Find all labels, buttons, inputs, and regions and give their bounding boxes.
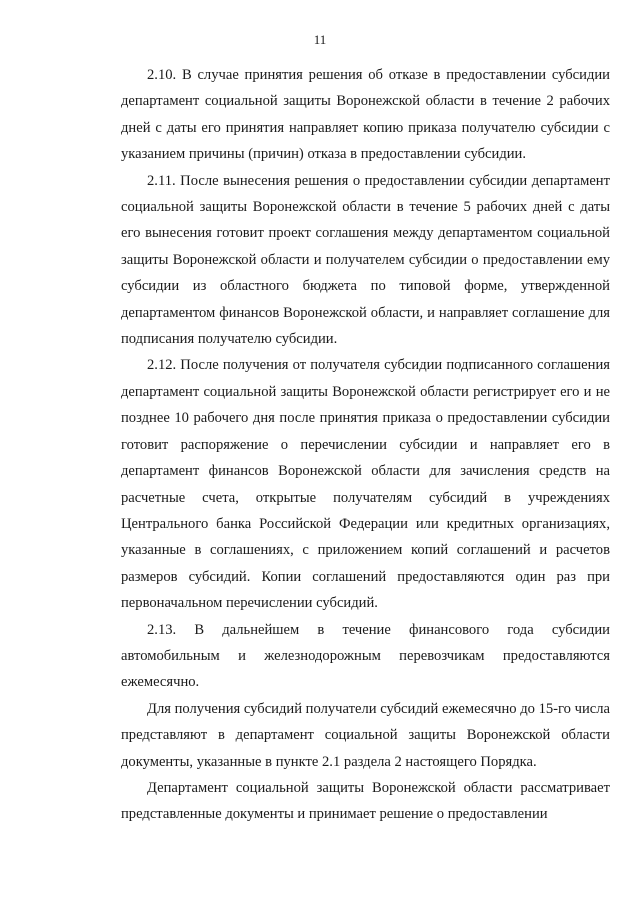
page-number: 11 (313, 32, 327, 47)
paragraph-2-11: 2.11. После вынесения решения о предоставлении субсидии департамент социальной защиты Воронежской области в течение 5 рабочих дней с даты его вынесения готовит проект соглашения между департаментом социальной защиты Воронежской области и получателем субсидии о предоставлении ему субсидии из областного бюджета по типовой форме, утвержденной департаментом финансов Воронежской области, и направляет соглашение для подписания получателю субсидии. (121, 172, 610, 348)
paragraph-2-13: 2.13. В дальнейшем в течение финансового года субсидии автомобильным и железнодорожным перевозчикам предоставляются ежемесячно. (121, 621, 610, 691)
paragraph-2-12: 2.12. После получения от получателя субсидии подписанного соглашения департамент социальной защиты Воронежской области регистрирует его и не позднее 10 рабочего дня после принятия приказа о предоставлении субсидии готовит распоряжение о перечислении субсидии и направляет его в департамент финансов Воронежской области для зачисления средств на расчетные счета, открытые получателям субсидий в учреждениях Центрального банка Российской Федерации или кредитных организациях, указанные в соглашениях, с приложением копий соглашений и расчетов размеров субсидий. Копии соглашений предоставляются один раз при первоначальном перечислении субсидий. (121, 357, 610, 612)
paragraph-review: Департамент социальной защиты Воронежской области рассматривает представленные документы и принимает решение о предоставлении (121, 779, 610, 823)
paragraph-submission: Для получения субсидий получатели субсидий ежемесячно до 15-го числа представляют в департамент социальной защиты Воронежской области документы, указанные в пункте 2.1 раздела 2 настоящего Порядка. (121, 700, 610, 770)
document-body (121, 62, 610, 828)
paragraph-2-10: 2.10. В случае принятия решения об отказе в предоставлении субсидии департамент социальной защиты Воронежской области в течение 2 рабочих дней с даты его принятия направляет копию приказа получателю субсидии с указанием причины (причин) отказа в предоставлении субсидии. (121, 67, 610, 163)
